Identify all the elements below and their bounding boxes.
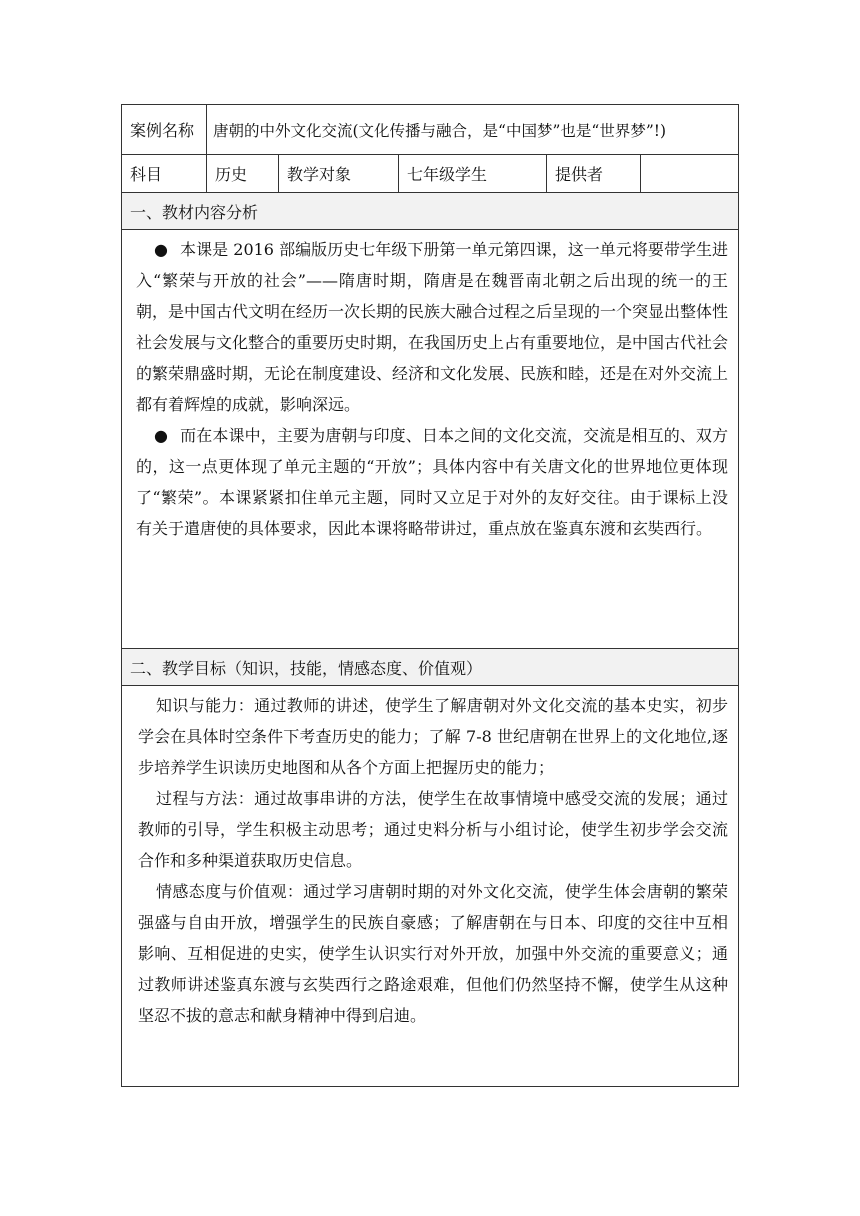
provider-value bbox=[641, 155, 739, 193]
bullet-icon: ● bbox=[154, 426, 168, 445]
audience-value: 七年级学生 bbox=[399, 155, 547, 193]
section1-body-row bbox=[122, 230, 739, 649]
subject-label: 科目 bbox=[122, 155, 207, 193]
subject-value: 历史 bbox=[207, 155, 279, 193]
section2-body-row bbox=[122, 686, 739, 1087]
bullet-icon: ● bbox=[154, 240, 168, 259]
section2-header-row bbox=[122, 649, 739, 686]
section1-paragraph-1: ● 本课是 2016 部编版历史七年级下册第一单元第四课，这一单元将要带学生进入“繁荣与开放的社会”——隋唐时期，隋唐是在魏晋南北朝之后出现的统一的王朝，是中国古代文明在经历一次长期的民族大融合过程之后呈现的一个突显出整体性社会发展与文化整合的重要历史时期，在我国历史上占有重要地位，是中国古代社会的繁荣鼎盛时期，无论在制度建设、经济和文化发展、民族和睦，还是在对外交流上都有着辉煌的成就，影响深远。 bbox=[136, 234, 728, 420]
info-row bbox=[122, 155, 739, 193]
case-name-value: 唐朝的中外文化交流(文化传播与融合，是“中国梦”也是“世界梦”!) bbox=[207, 105, 739, 155]
section2-title: 二、教学目标（知识，技能，情感态度、价值观） bbox=[122, 649, 739, 686]
lesson-plan-table bbox=[121, 104, 739, 1087]
provider-label: 提供者 bbox=[547, 155, 641, 193]
case-name-row bbox=[122, 105, 739, 155]
section2-paragraph-3: 情感态度与价值观：通过学习唐朝时期的对外文化交流，使学生体会唐朝的繁荣强盛与自由开放，增强学生的民族自豪感；了解唐朝在与日本、印度的交往中互相影响、互相促进的史实，使学生认识实行对外开放，加强中外交流的重要意义；通过教师讲述鉴真东渡与玄奘西行之路途艰难，但他们仍然坚持不懈，使学生从这种坚忍不拔的意志和献身精神中得到启迪。 bbox=[138, 882, 729, 1025]
audience-label: 教学对象 bbox=[279, 155, 399, 193]
section1-body bbox=[122, 230, 739, 649]
section1-paragraph-2: ● 而在本课中，主要为唐朝与印度、日本之间的文化交流，交流是相互的、双方的，这一点更体现了单元主题的“开放”；具体内容中有关唐文化的世界地位更体现了“繁荣”。本课紧紧扣住单元主题，同时又立足于对外的友好交往。由于课标上没有关于遣唐使的具体要求，因此本课将略带讲过，重点放在鉴真东渡和玄奘西行。 bbox=[136, 420, 728, 544]
section1-title: 一、教材内容分析 bbox=[122, 193, 739, 230]
section2-body bbox=[122, 686, 739, 1087]
lesson-plan-sheet bbox=[121, 104, 738, 1087]
section1-header-row bbox=[122, 193, 739, 230]
section2-paragraph-1: 知识与能力：通过教师的讲述，使学生了解唐朝对外文化交流的基本史实，初步学会在具体时空条件下考查历史的能力；了解 7-8 世纪唐朝在世界上的文化地位,逐步培养学生识读历史地图和从各个方面上把握历史的能力； bbox=[138, 696, 729, 777]
section2-paragraph-2: 过程与方法：通过故事串讲的方法，使学生在故事情境中感受交流的发展；通过教师的引导，学生积极主动思考；通过史料分析与小组讨论，使学生初步学会交流合作和多种渠道获取历史信息。 bbox=[138, 789, 729, 870]
case-name-label: 案例名称 bbox=[122, 105, 207, 155]
